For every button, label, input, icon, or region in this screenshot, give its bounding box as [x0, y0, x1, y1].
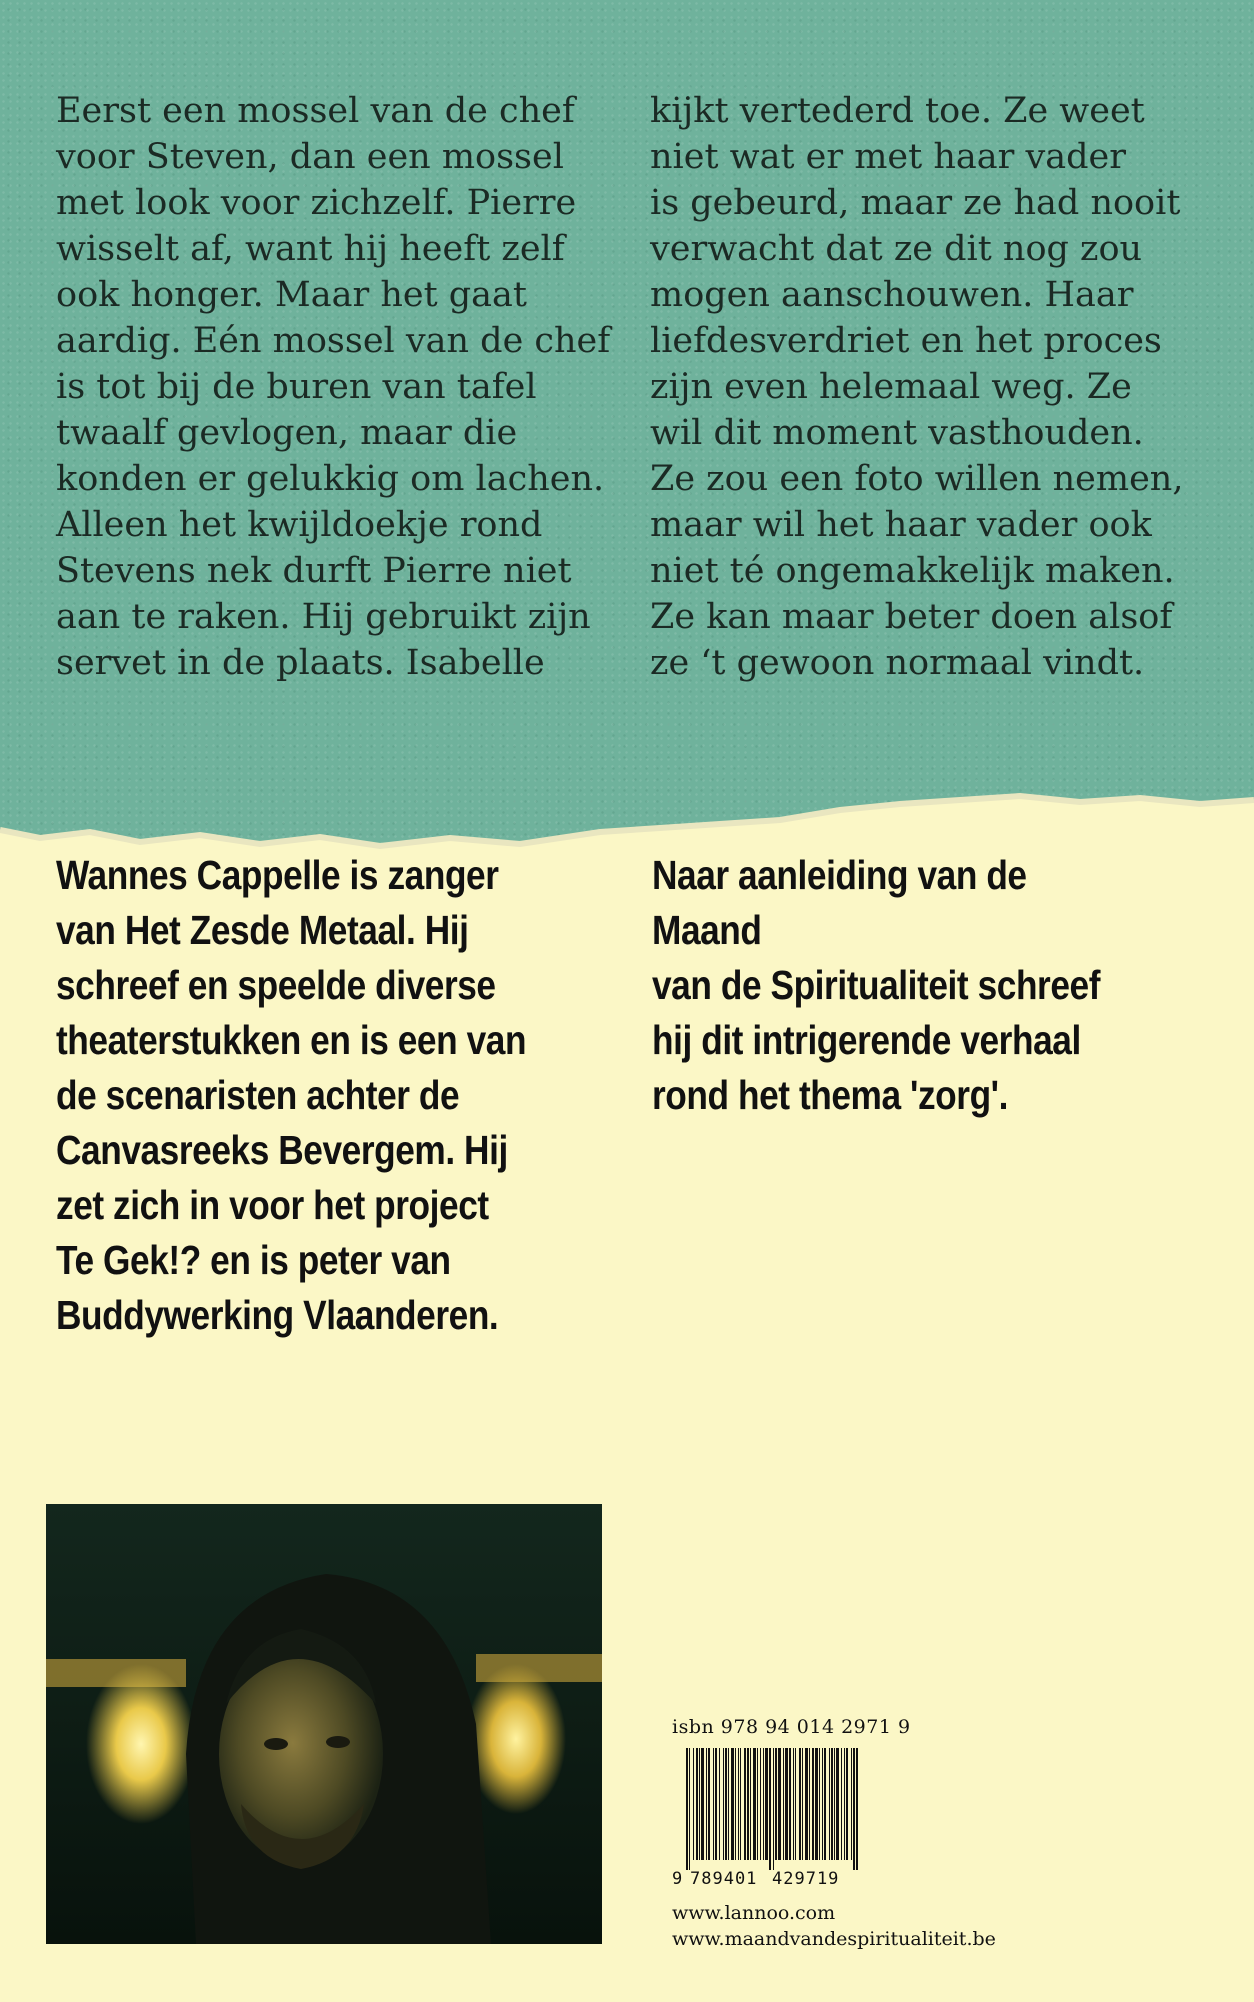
- barcode-bar: [783, 1748, 784, 1860]
- barcode-bar: [819, 1748, 820, 1860]
- excerpt-line: twaalf gevlogen, maar die: [56, 413, 518, 453]
- excerpt-line: kijkt vertederd toe. Ze weet: [650, 91, 1145, 131]
- barcode-bar: [696, 1748, 698, 1860]
- bio-line: Te Gek!? en is peter van: [56, 1237, 451, 1283]
- barcode-bar: [769, 1748, 771, 1870]
- barcode-bar: [728, 1748, 729, 1860]
- barcode-bar: [747, 1748, 749, 1860]
- excerpt-line: Ze zou een foto willen nemen,: [650, 459, 1184, 499]
- barcode-bar: [731, 1748, 734, 1860]
- context-line: van de Spiritualiteit schreef: [652, 962, 1101, 1008]
- excerpt-right-column: [650, 88, 1210, 686]
- barcode-bar: [760, 1748, 761, 1860]
- barcode-bar: [812, 1748, 814, 1860]
- bio-line: de scenaristen achter de: [56, 1072, 460, 1118]
- excerpt-line: liefdesverdriet en het proces: [650, 321, 1162, 361]
- bio-line: Canvasreeks Bevergem. Hij: [56, 1127, 508, 1173]
- excerpt-line: verwacht dat ze dit nog zou: [650, 229, 1143, 269]
- bio-line: Wannes Cappelle is zanger: [56, 852, 499, 898]
- barcode-bar: [785, 1748, 788, 1860]
- excerpt-line: zijn even helemaal weg. Ze: [650, 367, 1132, 407]
- excerpt-line: konden er gelukkig om lachen.: [56, 459, 605, 499]
- excerpt-line: niet té ongemakkelijk maken.: [650, 551, 1175, 591]
- barcode-bar: [805, 1748, 808, 1860]
- excerpt-line: is gebeurd, maar ze had nooit: [650, 183, 1181, 223]
- excerpt-line: Eerst een mossel van de chef: [56, 91, 575, 131]
- excerpt-line: maar wil het haar vader ook: [650, 505, 1152, 545]
- barcode-bar: [831, 1748, 833, 1860]
- bio-line: schreef en speelde diverse: [56, 962, 496, 1008]
- barcode-bars: [686, 1748, 858, 1870]
- barcode-bar: [735, 1748, 736, 1860]
- excerpt-line: mogen aanschouwen. Haar: [650, 275, 1134, 315]
- portrait-illustration: [46, 1504, 602, 1944]
- isbn-label: isbn 978 94 014 2971 9: [672, 1716, 911, 1738]
- barcode-bar: [713, 1748, 714, 1860]
- excerpt-line: wil dit moment vasthouden.: [650, 413, 1144, 453]
- barcode-bar: [853, 1748, 855, 1870]
- barcode-bar: [750, 1748, 751, 1860]
- barcode-bar: [793, 1748, 794, 1860]
- author-bio: [56, 848, 546, 1343]
- barcode-first-digit: 9: [672, 1869, 683, 1886]
- barcode-bar: [809, 1748, 810, 1860]
- barcode-bar: [693, 1748, 694, 1860]
- barcode-bar: [824, 1748, 826, 1860]
- excerpt-line: servet in de plaats. Isabelle: [56, 643, 545, 683]
- barcode-bar: [846, 1748, 848, 1860]
- barcode-bar: [689, 1748, 690, 1870]
- barcode-bar: [856, 1748, 858, 1870]
- barcode-bar: [775, 1748, 777, 1860]
- excerpt-line: is tot bij de buren van tafel: [56, 367, 537, 407]
- barcode-bar: [799, 1748, 801, 1860]
- bio-line: theaterstukken en is een van: [56, 1017, 527, 1063]
- barcode-bar: [753, 1748, 756, 1860]
- bio-line: van Het Zesde Metaal. Hij: [56, 907, 469, 953]
- barcode-bar: [836, 1748, 839, 1860]
- excerpt-line: aardig. Eén mossel van de chef: [56, 321, 611, 361]
- barcode-bar: [829, 1748, 830, 1860]
- barcode-bar: [851, 1748, 852, 1860]
- barcode-bar: [778, 1748, 781, 1860]
- excerpt-line: met look voor zichzelf. Pierre: [56, 183, 577, 223]
- excerpt-line: ze ‘t gewoon normaal vindt.: [650, 643, 1145, 683]
- context-line: rond het thema 'zorg'.: [652, 1072, 1009, 1118]
- barcode: [672, 1748, 862, 1886]
- barcode-bar: [763, 1748, 764, 1860]
- barcode-bar: [725, 1748, 727, 1860]
- barcode-bar: [773, 1748, 774, 1870]
- excerpt-line: wisselt af, want hij heeft zelf: [56, 229, 565, 269]
- bio-line: zet zich in voor het project: [56, 1182, 489, 1228]
- barcode-bar: [841, 1748, 842, 1860]
- barcode-bar: [744, 1748, 746, 1860]
- author-portrait: [46, 1504, 602, 1944]
- barcode-bar: [715, 1748, 717, 1860]
- book-context: [652, 848, 1142, 1123]
- barcode-bar: [719, 1748, 720, 1860]
- context-line: Naar aanleiding van de Maand: [652, 852, 1027, 953]
- excerpt-line: Alleen het kwijldoekje rond: [56, 505, 543, 545]
- excerpt-line: Ze kan maar beter doen alsof: [650, 597, 1173, 637]
- barcode-bar: [795, 1748, 796, 1860]
- url-maand[interactable]: www.maandvandespiritualiteit.be: [672, 1928, 996, 1950]
- excerpt-left-column: [56, 88, 616, 686]
- barcode-bar: [765, 1748, 768, 1860]
- barcode-bar: [686, 1748, 688, 1870]
- barcode-bar: [834, 1748, 835, 1860]
- excerpt-line: niet wat er met haar vader: [650, 137, 1126, 177]
- barcode-group-1: 789401: [690, 1869, 758, 1886]
- barcode-bar: [706, 1748, 707, 1860]
- barcode-bar: [815, 1748, 818, 1860]
- barcode-bar: [822, 1748, 823, 1860]
- excerpt-line: aan te raken. Hij gebruikt zijn: [56, 597, 591, 637]
- barcode-bar: [699, 1748, 700, 1860]
- barcode-bar: [708, 1748, 710, 1860]
- barcode-bar: [738, 1748, 739, 1860]
- url-lannoo[interactable]: www.lannoo.com: [672, 1902, 836, 1924]
- barcode-group-2: 429719: [772, 1869, 840, 1886]
- context-line: hij dit intrigerende verhaal: [652, 1017, 1081, 1063]
- publisher-urls: [672, 1900, 996, 1952]
- excerpt-line: ook honger. Maar het gaat: [56, 275, 527, 315]
- barcode-bar: [757, 1748, 758, 1860]
- barcode-bar: [701, 1748, 704, 1860]
- barcode-bar: [802, 1748, 803, 1860]
- barcode-bar: [740, 1748, 741, 1860]
- barcode-bar: [789, 1748, 791, 1860]
- excerpt-line: Stevens nek durft Pierre niet: [56, 551, 572, 591]
- barcode-bar: [723, 1748, 724, 1860]
- excerpt-line: voor Steven, dan een mossel: [56, 137, 564, 177]
- bio-line: Buddywerking Vlaanderen.: [56, 1292, 499, 1338]
- barcode-bar: [844, 1748, 845, 1860]
